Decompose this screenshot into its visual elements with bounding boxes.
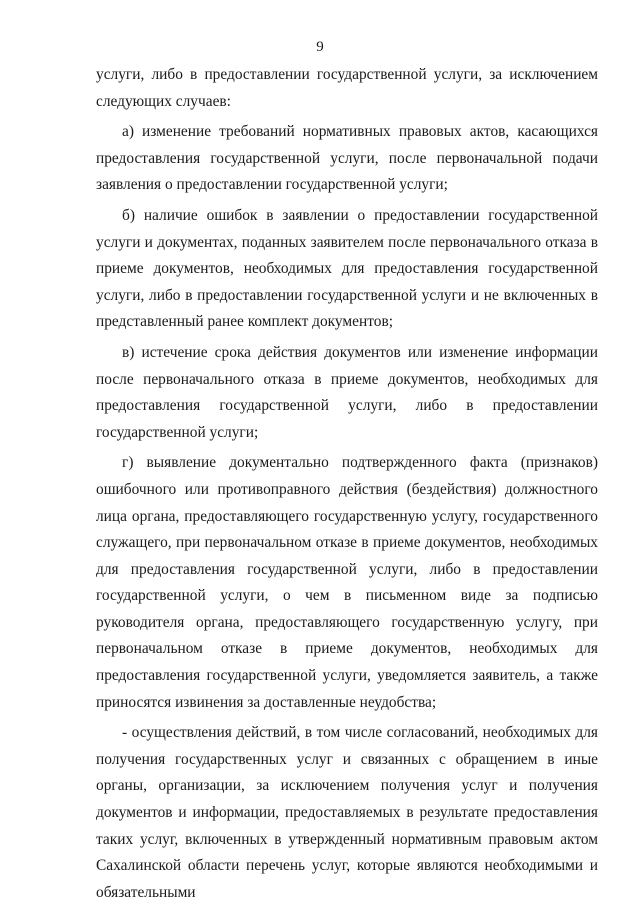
page-number: 9 [316,39,324,55]
paragraph-item-g: г) выявление документально подтвержденного факта (признаков) ошибочного или противоправного действия (бездействия) должностного лица органа, предоставляющего государственную услугу, государственного служащего, при первоначальном отказе в приеме документов, необходимых для предоставления государственной услуги, либо в предоставлении государственной услуги, о чем в письменном виде за подписью руководителя органа, предоставляющего государственную услугу, при первоначальном отказе в приеме документов, необходимых для предоставления государственной услуги, уведомляется заявитель, а также приносятся извинения за доставленные неудобства; [96,454,598,711]
body-text [96,62,598,910]
paragraph-continuation: услуги, либо в предоставлении государственной услуги, за исключением следующих случаев: [96,66,598,110]
paragraph-item-v: в) истечение срока действия документов или изменение информации после первоначального отказа в приеме документов, необходимых для предоставления государственной услуги, либо в предоставлении государственной услуги; [96,343,598,441]
paragraph-item-b: б) наличие ошибок в заявлении о предоставлении государственной услуги и документах, поданных заявителем после первоначального отказа в приеме документов, необходимых для предоставления государственной услуги, либо в предоставлении государственной услуги и не включенных в представленный ранее комплект документов; [96,206,598,331]
paragraph-dash-item: - осуществления действий, в том числе согласований, необходимых для получения государственных услуг и связанных с обращением в иные органы, организации, за исключением получения услуг и получения документов и информации, предоставляемых в результате предоставления таких услуг, включенных в утвержденный нормативным правовым актом Сахалинской области перечень услуг, которые являются необходимыми и обязательными [96,724,598,901]
paragraph-item-a: а) изменение требований нормативных правовых актов, касающихся предоставления государственной услуги, после первоначальной подачи заявления о предоставлении государственной услуги; [96,123,598,194]
